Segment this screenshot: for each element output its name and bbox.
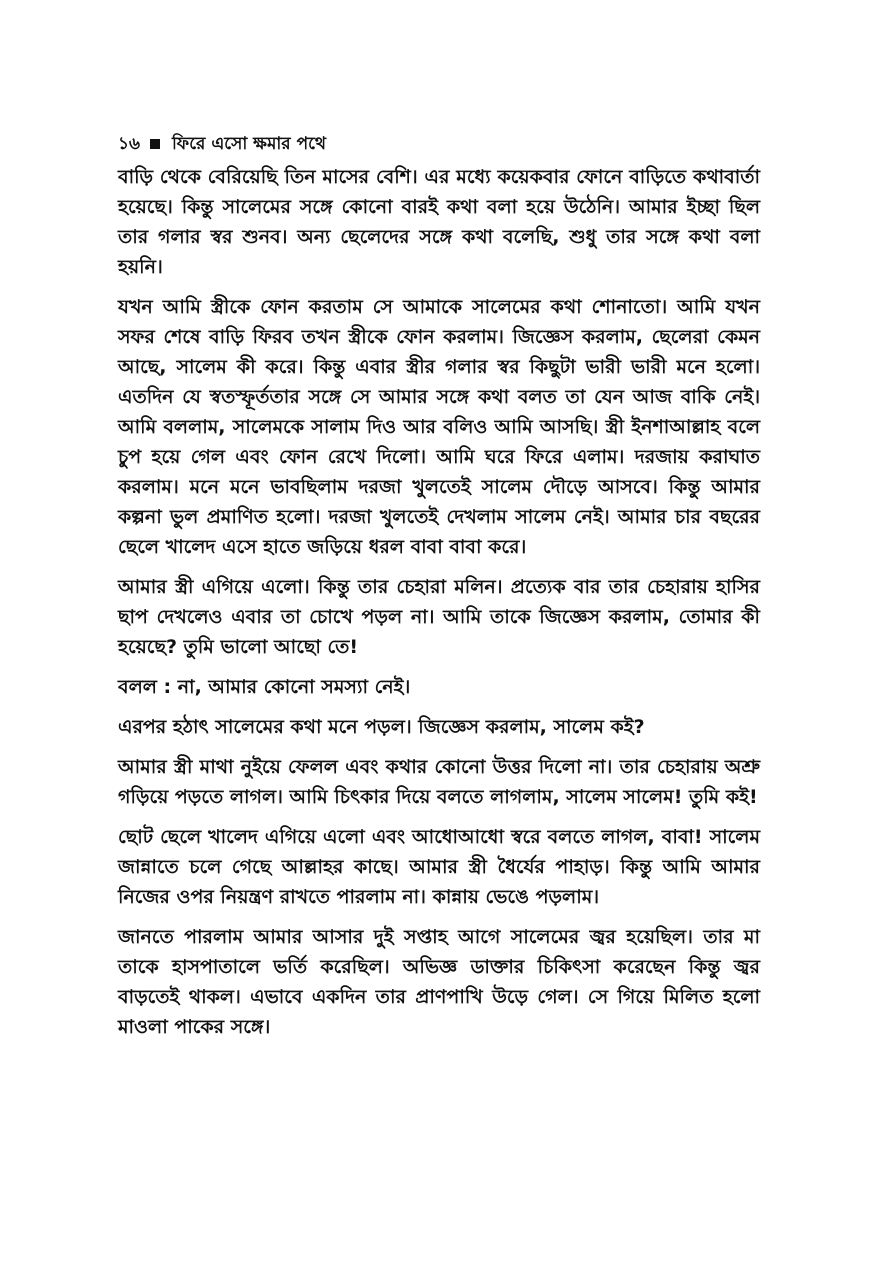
paragraph: এরপর হঠাৎ সালেমের কথা মনে পড়ল। জিজ্ঞেস করলাম, সালেম কই?	[118, 716, 645, 738]
paragraph: ছোট ছেলে খালেদ এগিয়ে এলো এবং আধোআধো স্বরে বলতে লাগল, বাবা! সালেম জান্নাতে চলে গেছে আল্লাহর কাছে। আমার স্ত্রী ধৈর্যের পাহাড়। কিন্তু আমি আমার নিজের ওপর নিয়ন্ত্রণ রাখতে পারলাম না। কান্নায় ভেঙে পড়লাম।	[118, 826, 760, 908]
running-header	[118, 132, 760, 156]
paragraph: যখন আমি স্ত্রীকে ফোন করতাম সে আমাকে সালেমের কথা শোনাতো। আমি যখন সফর শেষে বাড়ি ফিরব তখন স্ত্রীকে ফোন করলাম। জিজ্ঞেস করলাম, ছেলেরা কেমন আছে, সালেম কী করে। কিন্তু এবার স্ত্রীর গলার স্বর কিছুটা ভারী ভারী মনে হলো। এতদিন যে স্বতস্ফূর্ততার সঙ্গে সে আমার সঙ্গে কথা বলত তা যেন আজ বাকি নেই। আমি বললাম, সালেমকে সালাম দিও আর বলিও আমি আসছি। স্ত্রী ইনশাআল্লাহ বলে চুপ হয়ে গেল এবং ফোন রেখে দিলো। আমি ঘরে ফিরে এলাম। দরজায় করাঘাত করলাম। মনে মনে ভাবছিলাম দরজা খুলতেই সালেম দৌড়ে আসবে। কিন্তু আমার কল্পনা ভুল প্রমাণিত হলো। দরজা খুলতেই দেখলাম সালেম নেই। আমার চার বছরের ছেলে খালেদ এসে হাতে জড়িয়ে ধরল বাবা বাবা করে।	[118, 296, 760, 558]
paragraph: বলল : না, আমার কোনো সমস্যা নেই।	[118, 676, 411, 698]
separator-square-icon	[150, 139, 160, 149]
book-title: ফিরে এসো ক্ষমার পথে	[171, 134, 326, 154]
paragraph: আমার স্ত্রী মাথা নুইয়ে ফেলল এবং কথার কোনো উত্তর দিলো না। তার চেহারায় অশ্রু গড়িয়ে পড়তে লাগল। আমি চিৎকার দিয়ে বলতে লাগলাম, সালেম সালেম! তুমি কই!	[118, 756, 760, 808]
book-page	[118, 132, 760, 1052]
page-number: ১৬	[118, 134, 141, 154]
paragraph: জানতে পারলাম আমার আসার দুই সপ্তাহ আগে সালেমের জ্বর হয়েছিল। তার মা তাকে হাসপাতালে ভর্তি করেছিল। অভিজ্ঞ ডাক্তার চিকিৎসা করেছেন কিন্তু জ্বর বাড়তেই থাকল। এভাবে একদিন তার প্রাণপাখি উড়ে গেল। সে গিয়ে মিলিত হলো মাওলা পাকের সঙ্গে।	[118, 926, 760, 1038]
paragraph: বাড়ি থেকে বেরিয়েছি তিন মাসের বেশি। এর মধ্যে কয়েকবার ফোনে বাড়িতে কথাবার্তা হয়েছে। কিন্তু সালেমের সঙ্গে কোনো বারই কথা বলা হয়ে উঠেনি। আমার ইচ্ছা ছিল তার গলার স্বর শুনব। অন্য ছেলেদের সঙ্গে কথা বলেছি, শুধু তার সঙ্গে কথা বলা হয়নি।	[118, 166, 760, 278]
paragraph: আমার স্ত্রী এগিয়ে এলো। কিন্তু তার চেহারা মলিন। প্রত্যেক বার তার চেহারায় হাসির ছাপ দেখলেও এবার তা চোখে পড়ল না। আমি তাকে জিজ্ঞেস করলাম, তোমার কী হয়েছে? তুমি ভালো আছো তে!	[118, 576, 760, 658]
